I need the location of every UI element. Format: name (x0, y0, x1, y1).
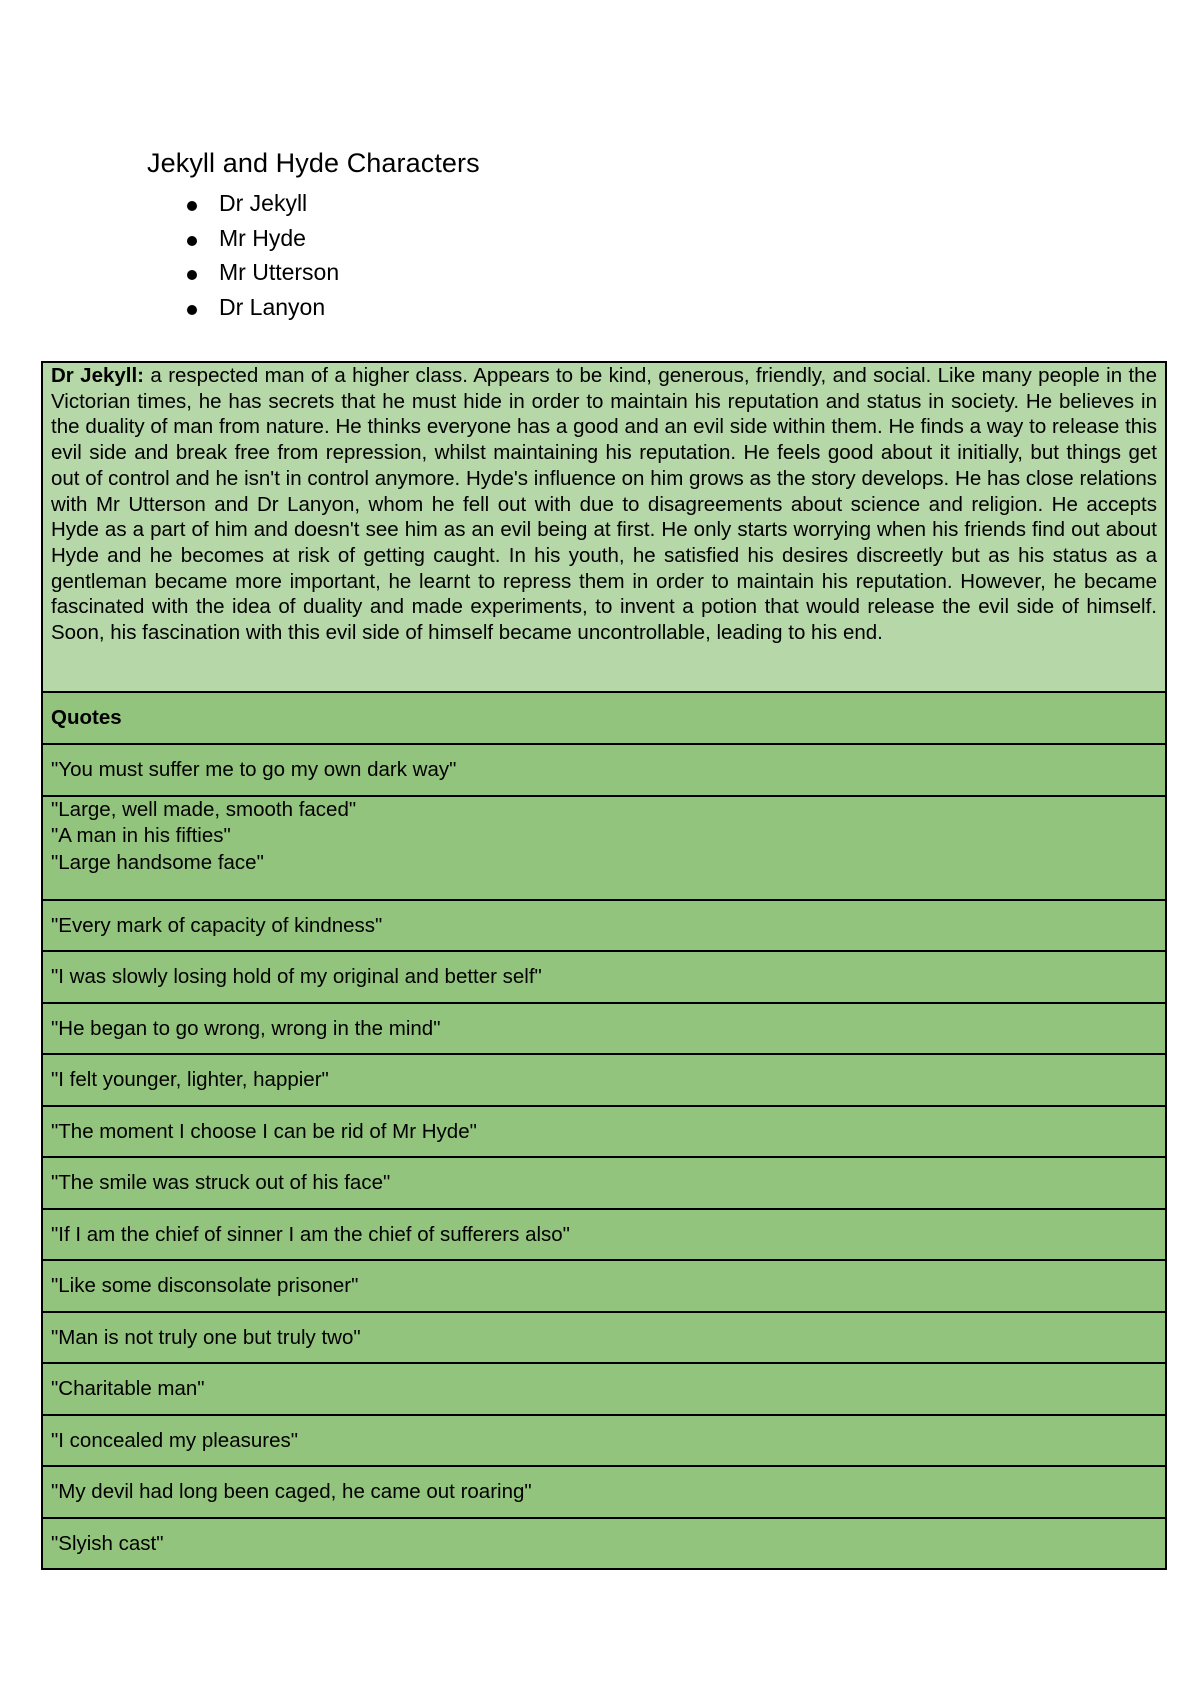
character-list-item (147, 290, 339, 325)
quote-cell: "Man is not truly one but truly two" (42, 1312, 1166, 1364)
character-name: Mr Utterson (219, 259, 340, 285)
quote-row (42, 744, 1166, 796)
character-list-item (147, 221, 339, 256)
description-cell (42, 362, 1166, 692)
description-row (42, 362, 1166, 692)
quote-cell: "Every mark of capacity of kindness" (42, 900, 1166, 952)
quote-row (42, 1260, 1166, 1312)
quote-row (42, 1003, 1166, 1055)
quote-cell: "Charitable man" (42, 1363, 1166, 1415)
quote-row (42, 1518, 1166, 1570)
quote-row (42, 900, 1166, 952)
character-list-item (147, 186, 339, 221)
document-title: Jekyll and Hyde Characters (147, 148, 480, 178)
quote-cell: "I felt younger, lighter, happier" (42, 1054, 1166, 1106)
quote-cell: "Slyish cast" (42, 1518, 1166, 1570)
quotes-header-row (42, 692, 1166, 744)
bullet-icon (187, 305, 197, 315)
quote-row (42, 1209, 1166, 1261)
quote-row (42, 1415, 1166, 1467)
character-name: Mr Hyde (219, 224, 306, 251)
quote-row (42, 1312, 1166, 1364)
quote-cell: "My devil had long been caged, he came out roaring" (42, 1466, 1166, 1518)
quote-cell: "If I am the chief of sinner I am the chief of sufferers also" (42, 1209, 1166, 1261)
bullet-icon (187, 270, 197, 280)
quotes-header-cell: Quotes (42, 692, 1166, 744)
quote-cell: "I concealed my pleasures" (42, 1415, 1166, 1467)
quote-cell: "The moment I choose I can be rid of Mr Hyde" (42, 1106, 1166, 1158)
quote-line: "Large handsome face" (51, 850, 264, 874)
bullet-icon (187, 236, 197, 246)
quote-cell: "I was slowly losing hold of my original and better self" (42, 951, 1166, 1003)
description-text: a respected man of a higher class. Appears to be kind, generous, friendly, and social. Like many people in the Victorian times, he has secrets that he must hide in order to maintain his reputation and status in society. He believes in the duality of man from nature. He thinks everyone has a good and an evil side within them. He finds a way to release this evil side and break free from repression, whilst maintaining his reputation. He feels good about it initially, but things get out of control and he isn't in control anymore. Hyde's influence on him grows as the story develops. He has close relations with Mr Utterson and Dr Lanyon, whom he fell out with due to disagreements about science and religion. He accepts Hyde as a part of him and doesn't see him as an evil being at first. He only starts worrying when his friends find out about Hyde and he becomes at risk of getting caught. In his youth, he satisfied his desires discreetly but as his status as a gentleman became more important, he learnt to repress them in order to maintain his reputation. However, he became fascinated with the idea of duality and made experiments, to invent a potion that would release the evil side of himself. Soon, his fascination with this evil side of himself became uncontrollable, leading to his end. (51, 364, 1157, 645)
quote-cell (42, 796, 1166, 900)
character-list-item (147, 255, 339, 290)
quote-cell: "Like some disconsolate prisoner" (42, 1260, 1166, 1312)
quote-row (42, 1106, 1166, 1158)
character-table-wrapper (41, 361, 1167, 1570)
quote-row (42, 1157, 1166, 1209)
quote-row (42, 951, 1166, 1003)
quote-cell: "The smile was struck out of his face" (42, 1157, 1166, 1209)
quote-cell: "You must suffer me to go my own dark way" (42, 744, 1166, 796)
quote-row (42, 1363, 1166, 1415)
quote-cell: "He began to go wrong, wrong in the mind" (42, 1003, 1166, 1055)
quote-row (42, 796, 1166, 900)
quote-row (42, 1466, 1166, 1518)
character-table (41, 361, 1167, 1570)
bullet-icon (187, 201, 197, 211)
quote-line: "A man in his fifties" (51, 824, 231, 847)
quote-row (42, 1054, 1166, 1106)
character-name: Dr Lanyon (219, 293, 326, 320)
quote-line: "Large, well made, smooth faced" (51, 797, 357, 821)
character-name: Dr Jekyll (219, 190, 308, 216)
character-list (147, 186, 339, 324)
description-label: Dr Jekyll: (51, 364, 144, 387)
